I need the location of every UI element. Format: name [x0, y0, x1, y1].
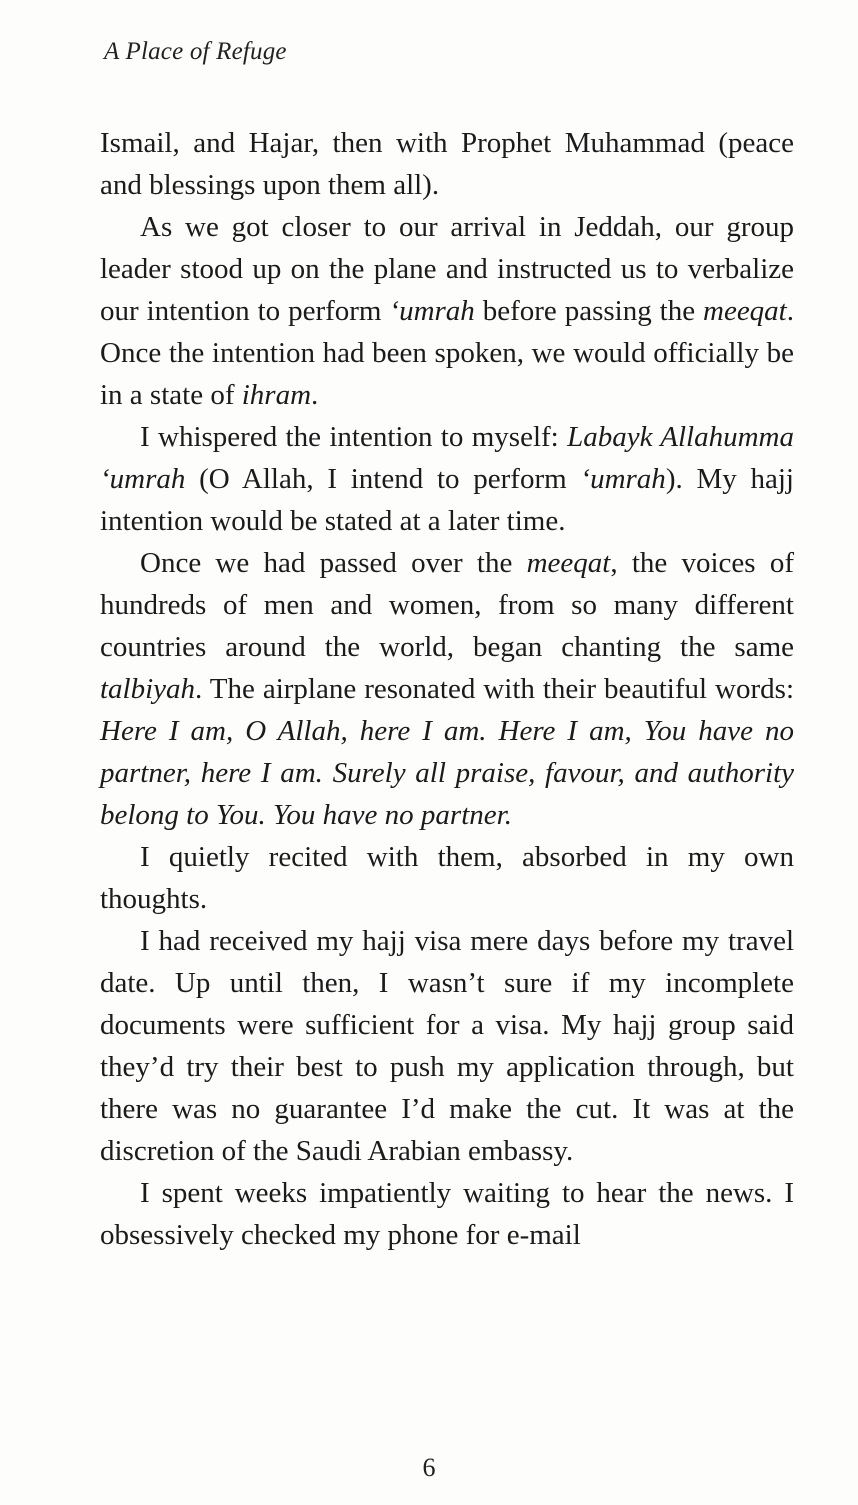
paragraph: [100, 542, 794, 836]
text-run: (O Allah, I intend to perform: [185, 463, 581, 495]
text-run: ). My hajj intention would be stated at a later time.: [100, 463, 794, 537]
text-run: I quietly recited with them, absorbed in my own thoughts.: [100, 841, 794, 915]
text-run-italic: ‘umrah: [389, 295, 475, 327]
text-run: I spent weeks impatiently waiting to hear the news. I obsessively checked my phone for e-mail: [100, 1177, 794, 1251]
text-run-italic: meeqat: [703, 295, 787, 327]
text-run: Ismail, and Hajar, then with Prophet Muhammad (peace and blessings upon them all).: [100, 127, 794, 201]
text-run: As we got closer to our arrival in Jeddah, our group leader stood up on the plane and instructed us to verbalize our intention to perform: [100, 211, 794, 327]
page-number: 6: [422, 1453, 436, 1482]
text-run: .: [311, 379, 319, 411]
running-header: A Place of Refuge: [104, 38, 287, 65]
paragraph: [100, 836, 794, 920]
text-run: I had received my hajj visa mere days before my travel date. Up until then, I wasn’t sure if my incomplete documents were sufficient for a visa. My hajj group said they’d try their best to push my application through, but there was no guarantee I’d make the cut. It was at the discretion of the Saudi Arabian embassy.: [100, 925, 794, 1167]
text-run: before passing the: [474, 295, 703, 327]
text-run-italic: ihram: [241, 379, 312, 411]
text-run: Once we had passed over the: [140, 547, 527, 579]
paragraph: [100, 920, 794, 1172]
text-run-italic: meeqat: [526, 547, 611, 579]
paragraph: [100, 416, 794, 542]
text-run-italic: talbiyah: [100, 673, 196, 705]
text-run: I whispered the intention to myself:: [140, 421, 568, 453]
text-run: , the voices of hundreds of men and women, from so many different countries around the world, began chanting the same: [100, 547, 794, 663]
text-run: . Once the intention had been spoken, we would officially be in a state of: [100, 295, 794, 411]
text-run: . The airplane resonated with their beautiful words:: [195, 673, 794, 705]
paragraph: [100, 1172, 794, 1256]
text-run-italic: Here I am, O Allah, here I am. Here I am, You have no partner, here I am. Surely all praise, favour, and authority belong to You. You have no partner.: [100, 715, 794, 831]
paragraph: [100, 206, 794, 416]
text-run-italic: Labayk Allahumma ‘umrah: [100, 421, 794, 495]
body-text: [100, 122, 794, 1256]
paragraph: [100, 122, 794, 206]
text-run-italic: ‘umrah: [580, 463, 666, 495]
